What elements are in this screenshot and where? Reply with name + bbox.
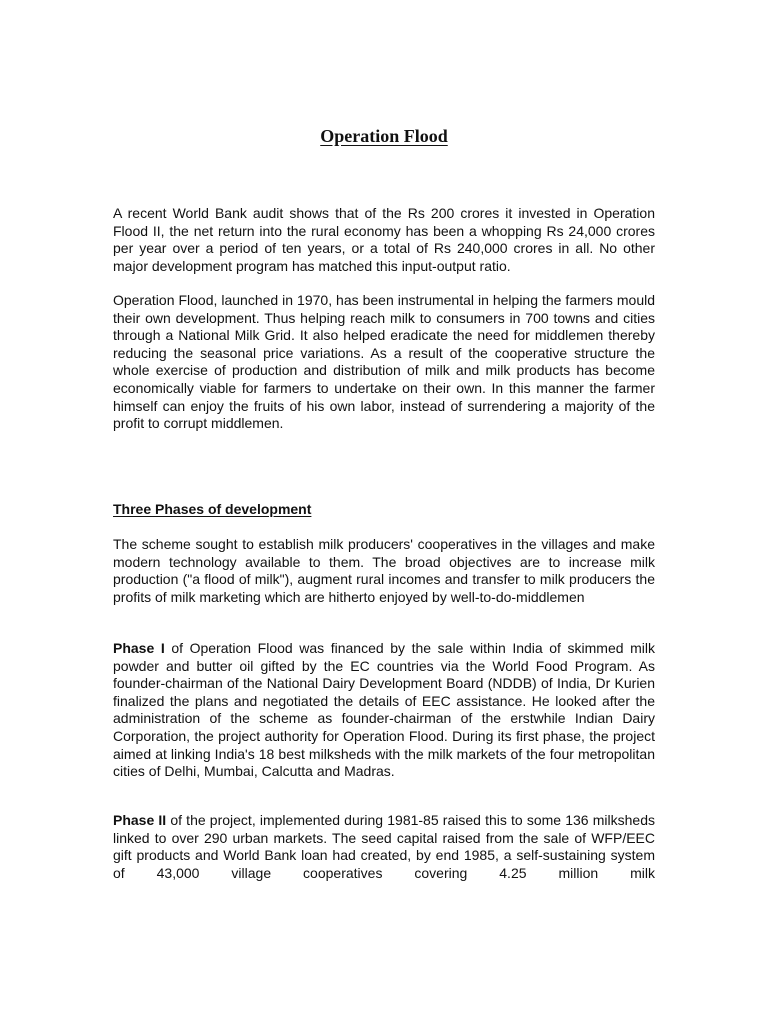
paragraph-audit: A recent World Bank audit shows that of the Rs 200 crores it invested in Operation Flood II, the net return into the rural economy has been a whopping Rs 24,000 crores per year over a period of ten years, or a total of Rs 240,000 crores in all. No other major development program has matched this input-output ratio. — [113, 205, 655, 274]
phase-2-text: of the project, implemented during 1981-85 raised this to some 136 milksheds linked to over 290 urban markets. The seed capital raised from the sale of WFP/EEC gift products and World Bank loan had created, by end 1985, a self-sustaining system of 43,000 village cooperatives covering 4.25 million milk — [113, 812, 655, 881]
section-heading: Three Phases of development — [113, 501, 312, 517]
phase-1-label: Phase I — [113, 640, 165, 656]
paragraph-scheme: The scheme sought to establish milk producers' cooperatives in the villages and make modern technology available to them. The broad objectives are to increase milk production ("a flood of milk"), augment rural incomes and transfer to milk producers the profits of milk marketing which are hitherto enjoyed by well-to-do-middlemen — [113, 536, 655, 605]
phase-2-label: Phase II — [113, 812, 167, 828]
phase-2-clip — [113, 812, 655, 892]
phase-1-text: of Operation Flood was financed by the sale within India of skimmed milk powder and butter oil gifted by the EC countries via the World Food Program. As founder-chairman of the National Dairy Development Board (NDDB) of India, Dr Kurien finalized the plans and negotiated the details of EEC assistance. He looked after the administration of the scheme as founder-chairman of the erstwhile Indian Dairy Corporation, the project authority for Operation Flood. During its first phase, the project aimed at linking India's 18 best milksheds with the milk markets of the four metropolitan cities of Delhi, Mumbai, Calcutta and Madras. — [113, 640, 656, 780]
paragraph-launch: Operation Flood, launched in 1970, has been instrumental in helping the farmers mould their own development. Thus helping reach milk to consumers in 700 towns and cities through a National Milk Grid. It also helped eradicate the need for middlemen thereby reducing the seasonal price variations. As a result of the cooperative structure the whole exercise of production and distribution of milk and milk products has become economically viable for farmers to undertake on their own. In this manner the farmer himself can enjoy the fruits of his own labor, instead of surrendering a majority of the profit to corrupt middlemen. — [113, 292, 655, 432]
paragraph-phase-2 — [113, 812, 655, 882]
paragraph-phase-1 — [113, 640, 655, 781]
document-title: Operation Flood — [320, 126, 448, 146]
